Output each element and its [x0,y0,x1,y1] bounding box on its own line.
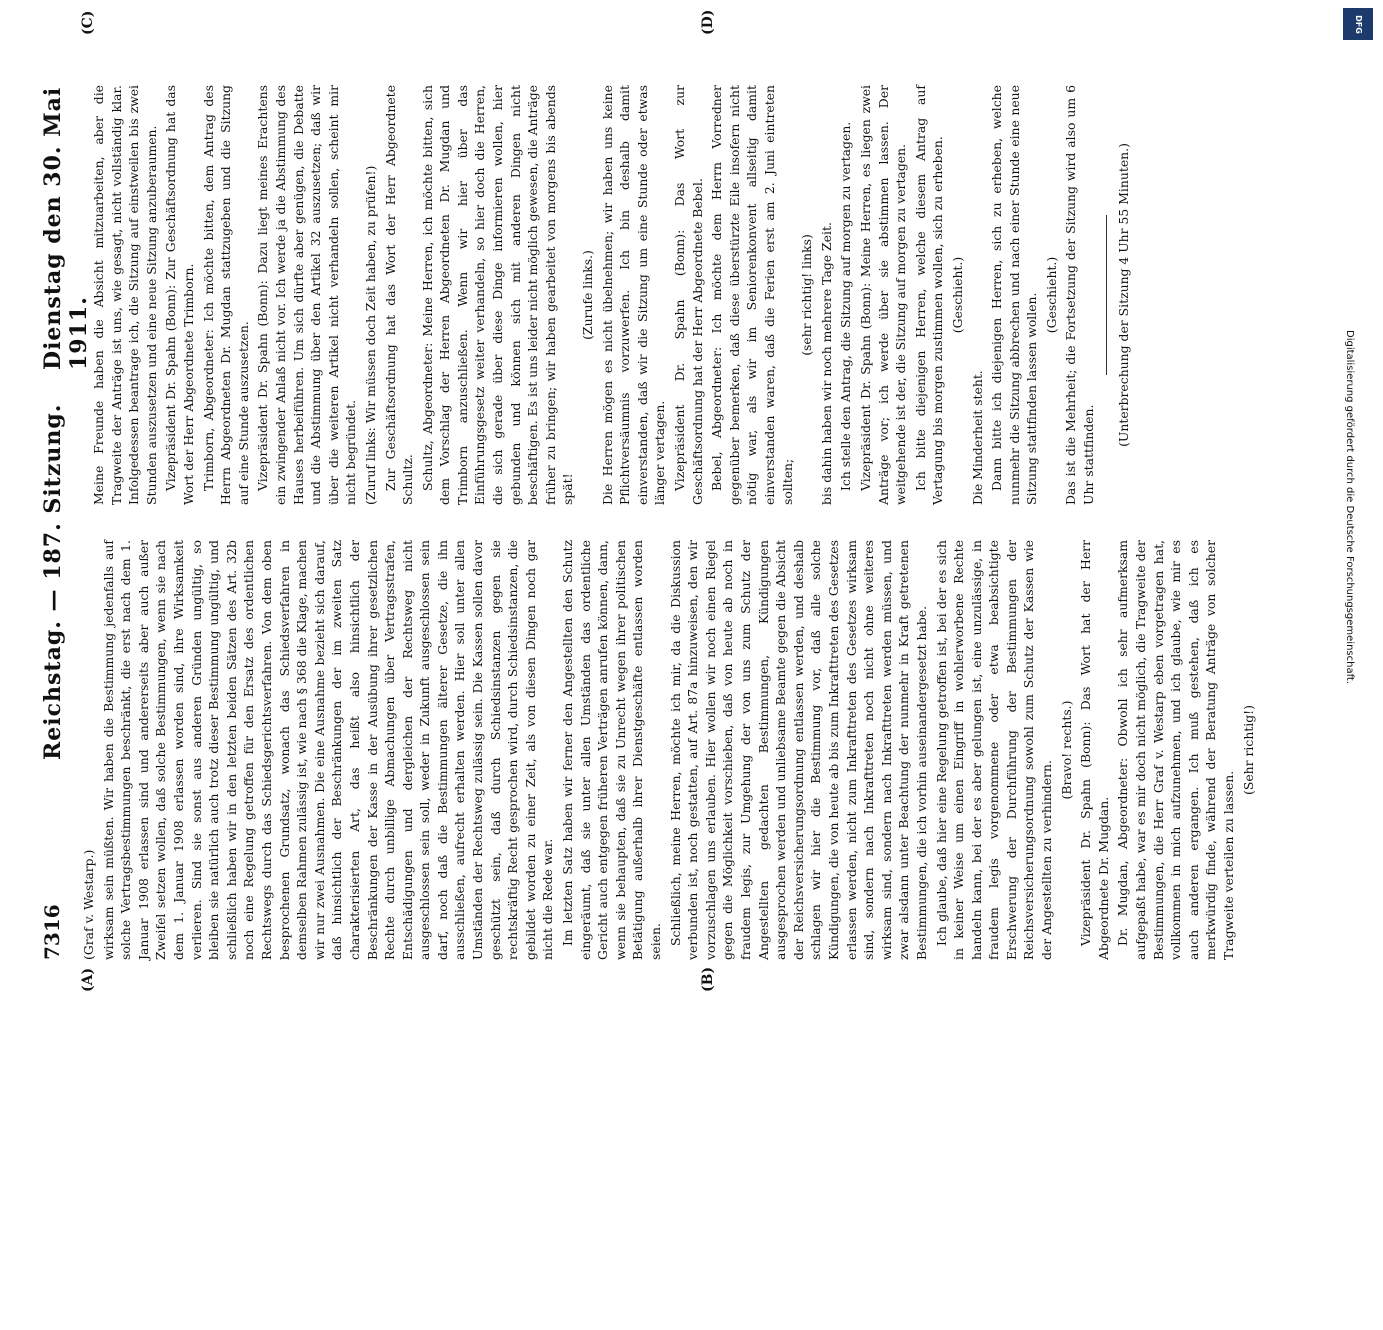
paragraph: Zur Geschäftsordnung hat das Wort der Herr Abgeordnete Schultz. [382,85,416,505]
paragraph: Vizepräsident Dr. Spahn (Bonn): Das Wort zur Geschäftsordnung hat der Herr Abgeordnete Bebel. [672,85,705,505]
paragraph: Vizepräsident Dr. Spahn (Bonn): Dazu liegt meines Erachtens ein zwingender Anlaß nicht vor. Ich werde ja die Abstimmung des Hauses herbeiführen. Um sich dürfte aber genügen, die Debatte und die Abstimmung über den Artikel 32 auszusetzen; daß wir über die weiteren Artikel nicht verhandeln sollen, scheint mir nicht begründet. [255,85,359,505]
paragraph: Meine Freunde haben die Absicht mitzuarbeiten, aber die Tragweite der Anträge ist uns, wie gesagt, nicht vollständig klar. Infolgedessen beantrage ich, die Sitzung auf einstweilen bis zwei Stunden auszusetzen und eine neue Sitzung anzuberaumen. [91,85,159,505]
separator-rule [1106,215,1107,375]
paragraph: (Sehr richtig!) [1240,705,1256,795]
dfg-logo: DFG [1343,8,1373,40]
paragraph: (Graf v. Westarp.) [81,849,96,960]
paragraph: Die Minderheit steht. [969,370,985,505]
paragraph: Schließlich, meine Herren, möchte ich mir, da die Diskussion verbunden ist, noch gestatten, auf Art. 87a hinzuweisen, den wir vorzuschlagen uns erlauben. Hier wollen wir noch einen Riegel gegen die Möglichkeit vorschieben, daß von heute ab noch in fraudem legis, zur Umgehung der von uns zum Schutz der Angestellten gedachten Bestimmungen, Kündigungen ausgesprochen werden und unliebsame Beamte gegen die Absicht der Reichsversicherungsordnung entlassen werden, und deshalb schlagen wir hier die Bestimmung vor, daß alle solche Kündigungen, die von heute ab bis zum Inkrafttreten des Gesetzes erlassen werden, nicht zum Inkrafttreten des Gesetzes wirksam sind, sondern nach Inkrafttreten noch nicht ohne weiteres wirksam sind, sondern nach Inkrafttreten werden müssen, und zwar alsdann unter Beachtung der nunmehr in Kraft getretenen Bestimmungen, die ich vorhin auseinandergesetzt habe. [667,540,929,960]
paragraph: Im letzten Satz haben wir ferner den Angestellten den Schutz eingeräumt, daß sie unter allen Umständen das ordentliche Gericht auch entgegen früheren Verträgen anrufen können, dann, wenn sie behaupten, daß sie zu Unrecht wegen ihrer politischen Betätigung außerhalb ihrer Dienstgeschäfte entlassen worden seien. [560,540,663,960]
paragraph: Vizepräsident Dr. Spahn (Bonn): Meine Herren, es liegen zwei Anträge vor; ich werde über sie abstimmen lassen. Der weitgehende ist der, die Sitzung auf morgen zu vertagen. [857,85,909,505]
paragraph: Dann bitte ich diejenigen Herren, sich zu erheben, welche nunmehr die Sitzung abbrechen und nach einer Stunde eine neue Sitzung stattfinden lassen wollen. [989,85,1040,505]
digitization-note: Digitalisierung gefördert durch die Deutsche Forschungsgemeinschaft. [1344,330,1355,685]
paragraph: Ich bitte diejenigen Herren, welche diesem Antrag auf Vertagung bis morgen zustimmen wollen, sich zu erheben. [912,85,946,505]
left-column [80,540,1259,960]
paragraph: wirksam sein müßten. Wir haben die Bestimmung jedenfalls auf solche Vertragsbestimmungen beschränkt, die erst nach dem 1. Januar 1908 erlassen sind und andererseits aber auch außer Zweifel setzen wollen, daß solche Bestimmungen, wenn sie nach dem 1. Januar 1908 erlassen worden sind, ihre Wirksamkeit verlieren. Sind sie sonst aus anderen Gründen ungültig, so bleiben sie natürlich auch trotz dieser Bestimmung ungültig, und schließlich haben wir in den letzten beiden Sätzen des Art. 32b noch eine Regelung getroffen für den Ersatz des ordentlichen Rechtswegs durch das Schiedsgerichtsverfahren. Von dem oben besprochenen Grundsatz, wonach das Schiedsverfahren in demselben Rahmen zulässig ist, wie nach § 368 die Klage, machen wir nur zwei Ausnahmen. Die eine Ausnahme bezieht sich darauf, daß hinsichtlich der Beschränkungen der im zweiten Satz charakterisierten Art, das heißt also hinsichtlich der Beschränkungen der Kasse in der Ausübung ihrer gesetzlichen Rechte durch unbillige Abmachungen über Vertragsstrafen, Entschädigungen und dergleichen der Rechtsweg nicht ausgeschlossen sein soll, weder in Zukunft ausgeschlossen sein darf, noch daß die Bestimmungen älterer Gesetze, die ihn ausschließen, aufrecht erhalten werden. Hier soll unter allen Umständen der Rechtsweg zulässig sein. Die Kassen sollen davor geschützt sein, daß durch Schiedsinstanzen gegen sie rechtskräftig Recht gesprochen wird, durch Schiedsinstanzen, die gebildet worden zu einer Zeit, als von diesen Dingen noch gar nicht die Rede war. [100,540,556,960]
paragraph: Vizepräsident Dr. Spahn (Bonn): Das Wort hat der Herr Abgeordnete Dr. Mugdan. [1078,540,1111,960]
paragraph: (Zuruf links: Wir müssen doch Zeit haben, zu prüfen!) [362,165,378,505]
margin-mark-a: (A) [80,967,96,992]
paragraph: Die Herren mögen es nicht übelnehmen; wir haben uns keine Pflichtversäumnis vorzuwerfen. Ich bin deshalb damit einverstanden, daß wir die Sitzung um eine Stunde oder etwas länger vertagen. [599,85,668,505]
paragraph: (sehr richtig! links) [799,234,815,356]
margin-mark-d: (D) [700,9,716,35]
paragraph: Ich stelle den Antrag, die Sitzung auf morgen zu vertagen. [838,121,854,491]
margin-mark-b: (B) [700,966,716,992]
paragraph: (Unterbrechung der Sitzung 4 Uhr 55 Minuten.) [1115,143,1131,447]
right-column [90,85,1134,505]
paragraph: Ich glaube, daß hier eine Regelung getroffen ist, bei der es sich in keiner Weise um einen Eingriff in wohlerworbene Rechte handeln kann, bei der es aber gelungen ist, eine unzulässige, in fraudem legis vorgenommene oder etwa beabsichtigte Erschwerung der Durchführung der Bestimmungen der Reichsversicherungsordnung sowohl zum Schutz der Kassen wie der Angestellten zu verhindern. [933,540,1055,960]
page-number: 7316 [40,904,64,960]
paragraph: (Bravo! rechts.) [1058,700,1074,800]
paragraph: (Zurufe links.) [580,250,596,340]
paragraph: Bebel, Abgeordneter: Ich möchte dem Herrn Vorredner gegenüber bemerken, daß diese überstürzte Eile insofern nicht nötig war, als wir im Seniorenkonvent allseitig damit einverstanden waren, daß die Ferien erst am 2. Juni eintreten sollten; [709,85,795,505]
session-title: Reichstag. — 187. Sitzung. [40,403,66,760]
paragraph: Trimborn, Abgeordneter: Ich möchte bitten, dem Antrag des Herrn Abgeordneten Dr. Mugdan stattzugeben und die Sitzung auf eine Stunde auszusetzen. [200,85,251,505]
paragraph: bis dahin haben wir noch mehrere Tage Zeit. [818,222,834,505]
paragraph: Dr. Mugdan, Abgeordneter: Obwohl ich sehr aufmerksam aufgepaßt habe, war es mir doch nicht möglich, die Tragweite der Bestimmungen, die Herr Graf v. Westarp eben vorgetragen hat, vollkommen in mich aufzunehmen, und ich glaube, wie mir es auch anderen ergangen. Ich muß gestehen, daß ich es merkwürdig finde, während der Beratung Anträge von solcher Tragweite verteilen zu lassen. [1115,540,1236,960]
paragraph: Das ist die Mehrheit; die Fortsetzung der Sitzung wird also um 6 Uhr stattfinden. [1063,85,1097,505]
session-date: Dienstag den 30. Mai 1911. [40,86,92,370]
paragraph: Vizepräsident Dr. Spahn (Bonn): Zur Geschäftsordnung hat das Wort der Herr Abgeordnete Trimborn. [163,85,196,505]
margin-mark-c: (C) [80,10,96,35]
paragraph: Schultz, Abgeordneter: Meine Herren, ich möchte bitten, sich dem Vorschlag der Herren Abgeordneten Dr. Mugdan und Trimborn anzuschließen. Wenn wir hier über das Einführungsgesetz weiter verhandeln, so hier doch die Herren, die sich gerade über diese Dinge informieren wollen, hier gebunden und können sich mit anderen Dingen nicht beschäftigen. Es ist uns leider nicht möglich gewesen, die Anträge früher zu bringen; wir haben gearbeitet von morgens bis abends spät! [419,85,576,505]
paragraph: (Geschieht.) [949,256,965,334]
paragraph: (Geschieht.) [1043,256,1059,334]
